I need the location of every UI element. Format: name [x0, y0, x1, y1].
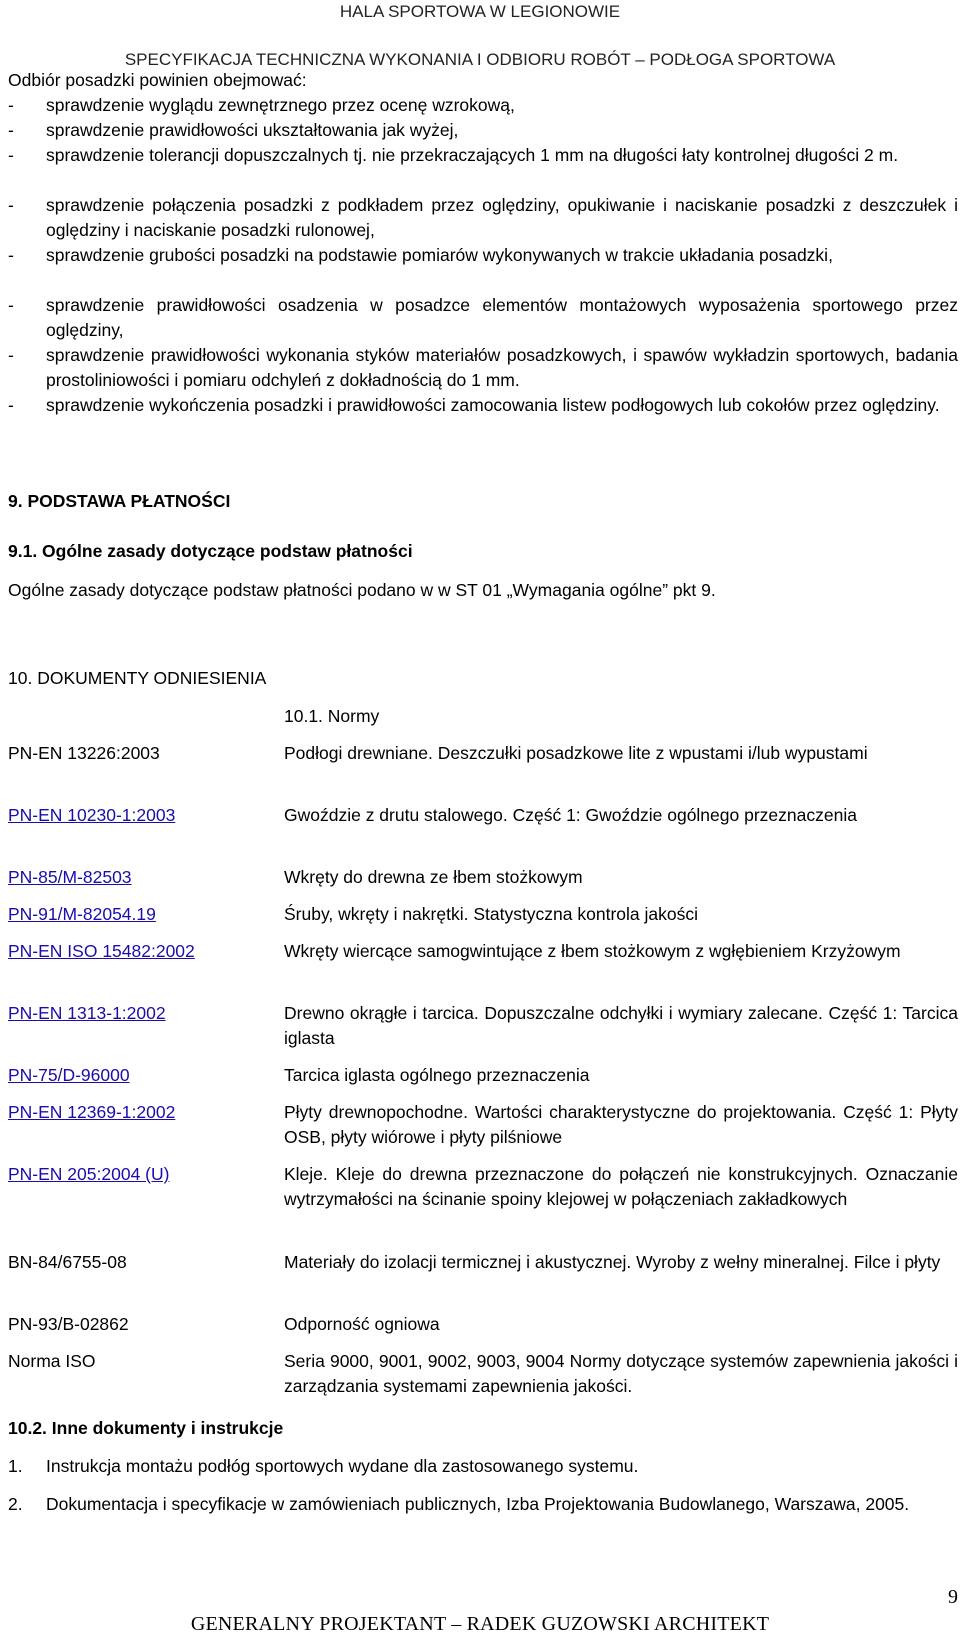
- section-10-2-heading: 10.2. Inne dokumenty i instrukcje: [8, 1418, 284, 1438]
- norm-description: Śruby, wkręty i nakrętki. Statystyczna kontrola jakości: [284, 904, 698, 924]
- footer-text: GENERALNY PROJEKTANT – RADEK GUZOWSKI ARCHITEKT: [190, 1613, 770, 1635]
- list-number: 2.: [8, 1494, 23, 1514]
- norm-code-link[interactable]: PN-75/D-96000: [8, 1065, 130, 1085]
- dash-bullet: -: [8, 295, 14, 315]
- norm-description: Wkręty do drewna ze łbem stożkowym: [284, 867, 583, 887]
- section-9-1-heading: 9.1. Ogólne zasady dotyczące podstaw płatności: [8, 541, 413, 561]
- list-item: 1. Instrukcja montażu podłóg sportowych wydane dla zastosowanego systemu.: [8, 1454, 958, 1479]
- list-item: - sprawdzenie prawidłowości osadzenia w posadzce elementów montażowych wyposażenia sportowego przez oględziny,: [8, 295, 958, 340]
- list-number: 1.: [8, 1456, 23, 1476]
- norm-description: Drewno okrągłe i tarcica. Dopuszczalne odchyłki i wymiary zalecane. Część 1: Tarcica iglasta: [284, 1003, 958, 1048]
- header-subtitle: SPECYFIKACJA TECHNICZNA WYKONANIA I ODBIORU ROBÓT – PODŁOGA SPORTOWA: [124, 50, 836, 69]
- section-10-heading: 10. DOKUMENTY ODNIESIENIA: [8, 668, 267, 688]
- section-9-heading: 9. PODSTAWA PŁATNOŚCI: [8, 491, 231, 511]
- norm-description: Gwoździe z drutu stalowego. Część 1: Gwoździe ogólnego przeznaczenia: [284, 805, 857, 825]
- dash-bullet: -: [8, 145, 14, 165]
- norm-description: Tarcica iglasta ogólnego przeznaczenia: [284, 1065, 590, 1085]
- norm-description: Seria 9000, 9001, 9002, 9003, 9004 Normy dotyczące systemów zapewnienia jakości i zarządzania systemami zapewnienia jakości.: [284, 1351, 958, 1396]
- norm-code: Norma ISO: [8, 1351, 96, 1371]
- list-item: - sprawdzenie połączenia posadzki z podkładem przez oględziny, opukiwanie i naciskanie posadzki z deszczułek i oględziny i naciskanie posadzki rulonowej,: [8, 195, 958, 240]
- list-item: - sprawdzenie tolerancji dopuszczalnych tj. nie przekraczających 1 mm na długości łaty kontrolnej długości 2 m.: [8, 143, 958, 168]
- list-item: - sprawdzenie prawidłowości wykonania styków materiałów posadzkowych, i spawów wykładzin sportowych, badania prostoliniowości i pomiaru odchyleń z dokładnością do 1 mm.: [8, 345, 958, 390]
- norm-description: Podłogi drewniane. Deszczułki posadzkowe lite z wpustami i/lub wypustami: [284, 743, 868, 763]
- dash-bullet: -: [8, 395, 14, 415]
- norm-code: PN-EN 13226:2003: [8, 743, 160, 763]
- norm-description: Kleje. Kleje do drewna przeznaczone do połączeń nie konstrukcyjnych. Oznaczanie wytrzymałości na ścinanie spoiny klejowej w połączeniach zakładkowych: [284, 1164, 958, 1209]
- norm-code: PN-93/B-02862: [8, 1314, 129, 1334]
- list-item: - sprawdzenie wyglądu zewnętrznego przez ocenę wzrokową,: [8, 93, 958, 118]
- page-number: 9: [948, 1586, 958, 1608]
- norm-code: BN-84/6755-08: [8, 1252, 127, 1272]
- list-item: - sprawdzenie grubości posadzki na podstawie pomiarów wykonywanych w trakcie układania posadzki,: [8, 243, 958, 268]
- dash-bullet: -: [8, 345, 14, 365]
- norm-code-link[interactable]: PN-EN 10230-1:2003: [8, 805, 176, 825]
- section-9-1-text: Ogólne zasady dotyczące podstaw płatności podano w w ST 01 „Wymagania ogólne” pkt 9.: [8, 580, 716, 600]
- section-10-1-heading: 10.1. Normy: [284, 706, 380, 726]
- norm-code-link[interactable]: PN-EN ISO 15482:2002: [8, 941, 195, 961]
- list-item: 2. Dokumentacja i specyfikacje w zamówieniach publicznych, Izba Projektowania Budowlanego, Warszawa, 2005.: [8, 1492, 958, 1517]
- norm-code-link[interactable]: PN-EN 1313-1:2002: [8, 1003, 166, 1023]
- list-item: - sprawdzenie wykończenia posadzki i prawidłowości zamocowania listew podłogowych lub cokołów przez oględziny.: [8, 393, 958, 418]
- dash-bullet: -: [8, 195, 14, 215]
- norm-code-link[interactable]: PN-EN 205:2004 (U): [8, 1164, 170, 1184]
- norm-code-link[interactable]: PN-EN 12369-1:2002: [8, 1102, 176, 1122]
- dash-bullet: -: [8, 120, 14, 140]
- norm-code-link[interactable]: PN-85/M-82503: [8, 867, 132, 887]
- norm-description: Wkręty wiercące samogwintujące z łbem stożkowym z wgłębieniem Krzyżowym: [284, 941, 901, 961]
- header-title: HALA SPORTOWA W LEGIONOWIE: [339, 2, 621, 21]
- dash-bullet: -: [8, 245, 14, 265]
- norm-code-link[interactable]: PN-91/M-82054.19: [8, 904, 156, 924]
- norm-description: Płyty drewnopochodne. Wartości charakterystyczne do projektowania. Część 1: Płyty OSB, płyty wiórowe i płyty pilśniowe: [284, 1102, 958, 1147]
- list-item: - sprawdzenie prawidłowości ukształtowania jak wyżej,: [8, 118, 958, 143]
- dash-bullet: -: [8, 95, 14, 115]
- intro-text: Odbiór posadzki powinien obejmować:: [8, 70, 307, 90]
- norm-description: Odporność ogniowa: [284, 1314, 440, 1334]
- norm-description: Materiały do izolacji termicznej i akustycznej. Wyroby z wełny mineralnej. Filce i płyty: [284, 1252, 941, 1272]
